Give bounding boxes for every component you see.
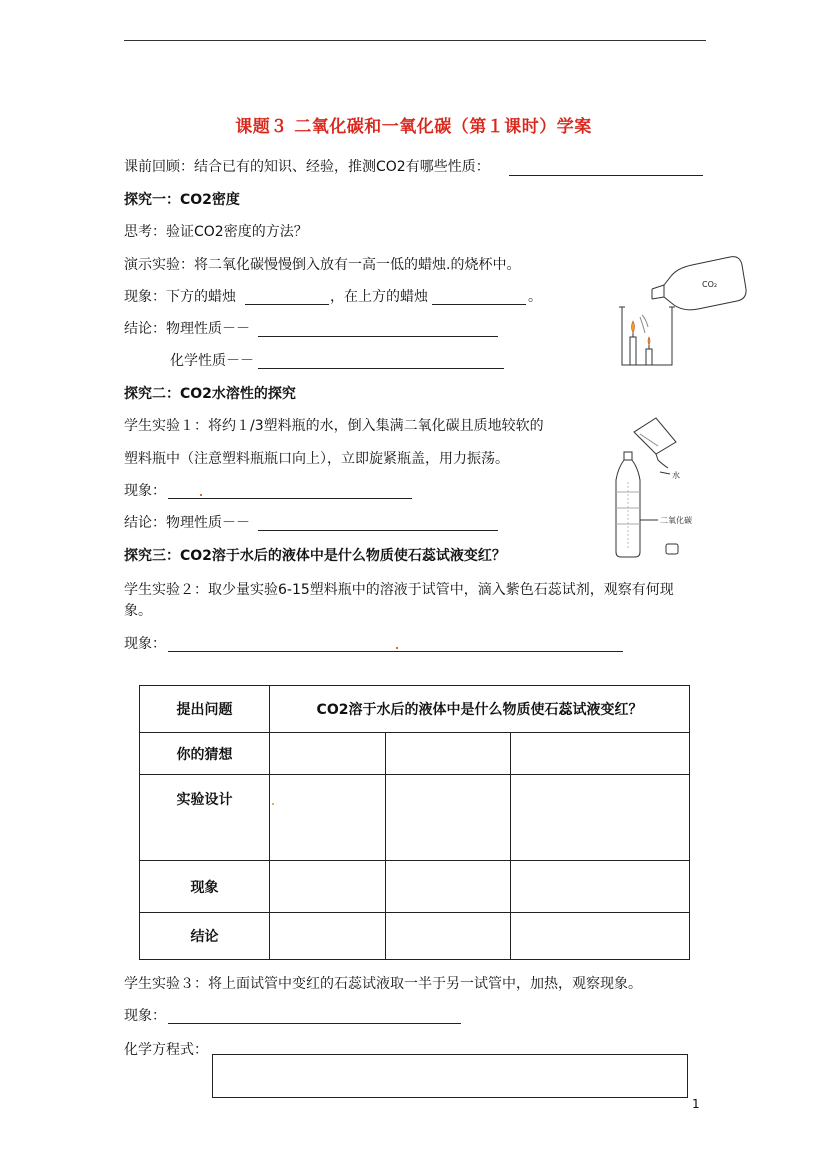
row-label-guess: 你的猜想 (140, 733, 270, 775)
review-prompt: 课前回顾：结合已有的知识、经验，推测CO2有哪些性质： (124, 159, 490, 175)
table-cell[interactable] (511, 913, 690, 960)
co2-figure-label: CO₂ (702, 280, 718, 289)
upper-candle-blank (432, 304, 526, 305)
physical-property-blank (258, 336, 498, 337)
inquiry3-phenomenon-blank (168, 651, 623, 652)
inquiry1-phenomenon-b: ，在上方的蜡烛 (330, 289, 428, 305)
table-header-question: 提出问题 (140, 686, 270, 733)
inquiry1-conclusion-physical: 结论：物理性质－－ (124, 321, 250, 337)
table-row (140, 775, 690, 861)
inquiry2-phenomenon: 现象： (124, 483, 166, 499)
table-cell[interactable] (386, 775, 511, 861)
page-number: 1 (692, 1097, 700, 1111)
table-row (140, 913, 690, 960)
inquiry3-phenomenon: 现象： (124, 636, 166, 652)
inquiry2-conclusion: 结论：物理性质－－ (124, 515, 250, 531)
chemical-property-blank (258, 368, 504, 369)
inquiry1-phenomenon-end: 。 (528, 289, 542, 305)
table-cell[interactable] (511, 733, 690, 775)
table-cell[interactable] (270, 733, 386, 775)
stray-mark (396, 647, 398, 649)
stray-mark (200, 494, 202, 496)
table-cell[interactable] (511, 775, 690, 861)
table-cell[interactable] (511, 861, 690, 913)
exp3-text: 学生实验３：将上面试管中变红的石蕊试液取一半于另一试管中，加热，观察现象。 (124, 976, 642, 992)
inquiry1-heading: 探究一：CO2密度 (124, 192, 240, 208)
inquiry3-exp2-line2: 象。 (124, 603, 152, 619)
table-cell[interactable] (386, 913, 511, 960)
inquiry1-conclusion-chemical: 化学性质－－ (170, 353, 254, 369)
table-cell[interactable] (270, 913, 386, 960)
exp3-phenomenon-blank (168, 1023, 461, 1024)
equation-answer-box[interactable] (212, 1054, 688, 1098)
review-answer-blank (509, 175, 703, 176)
page-title: 课题３ 二氧化碳和一氧化碳（第１课时）学案 (235, 117, 592, 137)
lower-candle-blank (245, 304, 329, 305)
water-label: 水 (672, 471, 680, 480)
table-header-value: CO2溶于水后的液体中是什么物质使石蕊试液变红？ (270, 686, 690, 733)
inquiry1-phenomenon-a: 现象：下方的蜡烛 (124, 289, 236, 305)
table-cell[interactable] (270, 775, 386, 861)
co2-pouring-beaker-figure (612, 255, 746, 370)
table-row (140, 733, 690, 775)
inquiry2-heading: 探究二：CO2水溶性的探究 (124, 386, 296, 402)
co2-bottle-label: 二氧化碳 (660, 516, 692, 525)
table-row (140, 861, 690, 913)
inquiry2-phenomenon-blank (168, 498, 412, 499)
exp3-phenomenon: 现象： (124, 1008, 166, 1024)
table-cell[interactable] (386, 861, 511, 913)
inquiry3-exp2-line1: 学生实验２：取少量实验6-15塑料瓶中的溶液于试管中，滴入紫色石蕊试剂，观察有何现 (124, 582, 674, 598)
table-cell[interactable] (270, 861, 386, 913)
plastic-bottle-water-figure (610, 412, 700, 562)
inquiry2-exp1-line1: 学生实验１：将约１/3塑料瓶的水，倒入集满二氧化碳且质地较软的 (124, 418, 544, 434)
exp3-equation-label: 化学方程式： (124, 1042, 208, 1058)
inquiry3-heading: 探究三：CO2溶于水后的液体中是什么物质使石蕊试液变红？ (124, 548, 506, 564)
row-label-conclusion: 结论 (140, 913, 270, 960)
inquiry2-exp1-line2: 塑料瓶中（注意塑料瓶瓶口向上），立即旋紧瓶盖，用力振荡。 (124, 451, 509, 467)
table-cell[interactable] (386, 733, 511, 775)
header-rule (124, 40, 706, 41)
inquiry1-think: 思考：验证CO2密度的方法？ (124, 224, 308, 240)
row-label-design: 实验设计 (140, 775, 270, 861)
inquiry-table (139, 685, 690, 960)
inquiry2-conclusion-blank (258, 530, 498, 531)
stray-mark (272, 803, 274, 805)
row-label-phenomenon: 现象 (140, 861, 270, 913)
inquiry1-demo: 演示实验：将二氧化碳慢慢倒入放有一高一低的蜡烛.的烧杯中。 (124, 257, 521, 273)
table-row (140, 686, 690, 733)
